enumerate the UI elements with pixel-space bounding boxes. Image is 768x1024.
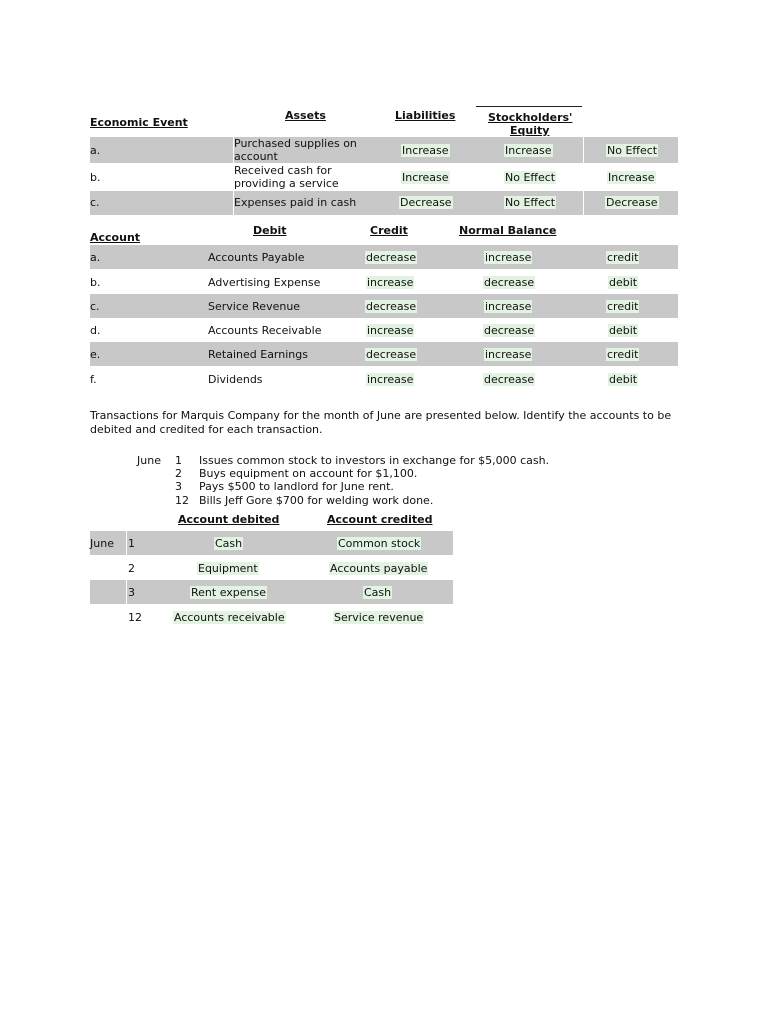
account-credited: Service revenue [334, 611, 424, 624]
transaction-text: Bills Jeff Gore $700 for welding work done. [199, 494, 434, 507]
header-rule [476, 106, 582, 107]
normal-balance: credit [607, 251, 639, 264]
table-row [90, 164, 678, 190]
row-label: e. [90, 348, 101, 361]
normal-balance: debit [609, 373, 638, 386]
account-name: Advertising Expense [208, 276, 321, 289]
debit-effect: decrease [366, 251, 417, 264]
table-row [90, 580, 453, 604]
transaction-day: 3 [175, 480, 182, 493]
header-economic-event: Economic Event [90, 116, 188, 129]
table-row [90, 605, 453, 629]
header-credit: Credit [370, 224, 408, 237]
column-divider [126, 580, 127, 604]
credit-effect: increase [485, 348, 532, 361]
assets-effect: Increase [402, 144, 449, 157]
normal-balance: debit [609, 324, 638, 337]
account-debited: Rent expense [191, 586, 267, 599]
credit-effect: decrease [484, 276, 535, 289]
table-row [90, 556, 453, 580]
header-account-debited: Account debited [178, 513, 280, 526]
header-normal-balance: Normal Balance [459, 224, 557, 237]
transaction-text: Pays $500 to landlord for June rent. [199, 480, 394, 493]
account-credited: Accounts payable [330, 562, 428, 575]
account-credited: Common stock [338, 537, 421, 550]
row-label: f. [90, 373, 97, 386]
assets-effect: Increase [402, 171, 449, 184]
liabilities-effect: No Effect [505, 171, 556, 184]
account-name: Retained Earnings [208, 348, 308, 361]
row-label: a. [90, 144, 101, 157]
event-description-line1: Received cash for [234, 164, 332, 177]
credit-effect: decrease [484, 324, 535, 337]
instructions-paragraph [90, 409, 680, 437]
account-credited: Cash [364, 586, 392, 599]
row-label: b. [90, 171, 101, 184]
instructions-line1: Transactions for Marquis Company for the month of June are presented below. Identify the accounts to be [90, 409, 672, 422]
header-liabilities: Liabilities [395, 109, 456, 122]
account-name: Accounts Receivable [208, 324, 322, 337]
table-row [90, 270, 678, 294]
table-row [90, 531, 453, 555]
journal-day: 1 [128, 537, 135, 550]
transaction-day: 2 [175, 467, 182, 480]
credit-effect: increase [485, 251, 532, 264]
row-label: d. [90, 324, 101, 337]
credit-effect: decrease [484, 373, 535, 386]
table-row [90, 137, 678, 163]
event-description-line2: account [234, 150, 278, 163]
debit-effect: decrease [366, 300, 417, 313]
header-assets: Assets [285, 109, 326, 122]
account-debited: Equipment [198, 562, 258, 575]
account-name: Accounts Payable [208, 251, 305, 264]
header-equity-line1: Stockholders' [488, 111, 573, 124]
debit-effect: increase [367, 276, 414, 289]
row-label: a. [90, 251, 101, 264]
journal-day: 12 [128, 611, 142, 624]
liabilities-effect: Increase [505, 144, 552, 157]
account-name: Dividends [208, 373, 263, 386]
event-description-line1: Purchased supplies on [234, 137, 357, 150]
transaction-text: Issues common stock to investors in exchange for $5,000 cash. [199, 454, 550, 467]
table-row [90, 245, 678, 269]
equity-effect: No Effect [607, 144, 658, 157]
credit-effect: increase [485, 300, 532, 313]
journal-day: 2 [128, 562, 135, 575]
header-debit: Debit [253, 224, 287, 237]
event-description-line2: providing a service [234, 177, 339, 190]
header-account-credited: Account credited [327, 513, 433, 526]
debit-effect: decrease [366, 348, 417, 361]
account-debited: Accounts receivable [174, 611, 285, 624]
instructions-line2: debited and credited for each transaction. [90, 423, 323, 436]
table-row [90, 367, 678, 391]
normal-balance: credit [607, 300, 639, 313]
equity-effect: Increase [608, 171, 655, 184]
normal-balance: credit [607, 348, 639, 361]
transaction-text: Buys equipment on account for $1,100. [199, 467, 418, 480]
journal-month: June [90, 537, 114, 550]
column-divider [126, 531, 127, 555]
transaction-day: 1 [175, 454, 182, 467]
transaction-month: June [137, 454, 161, 467]
account-name: Service Revenue [208, 300, 301, 313]
liabilities-effect: No Effect [505, 196, 556, 209]
column-divider [583, 137, 584, 163]
transaction-day: 12 [175, 494, 189, 507]
table-row [90, 342, 678, 366]
event-description-line1: Expenses paid in cash [234, 196, 357, 209]
row-label: c. [90, 300, 100, 313]
debit-effect: increase [367, 324, 414, 337]
column-divider [583, 191, 584, 215]
assets-effect: Decrease [400, 196, 452, 209]
account-debited: Cash [215, 537, 243, 550]
header-account: Account [90, 231, 141, 244]
row-label: b. [90, 276, 101, 289]
normal-balance: debit [609, 276, 638, 289]
table-row [90, 294, 678, 318]
equity-effect: Decrease [606, 196, 658, 209]
debit-effect: increase [367, 373, 414, 386]
header-equity-line2: Equity [510, 124, 550, 137]
table-row [90, 318, 678, 342]
row-label: c. [90, 196, 100, 209]
journal-day: 3 [128, 586, 135, 599]
table-row [90, 191, 678, 215]
